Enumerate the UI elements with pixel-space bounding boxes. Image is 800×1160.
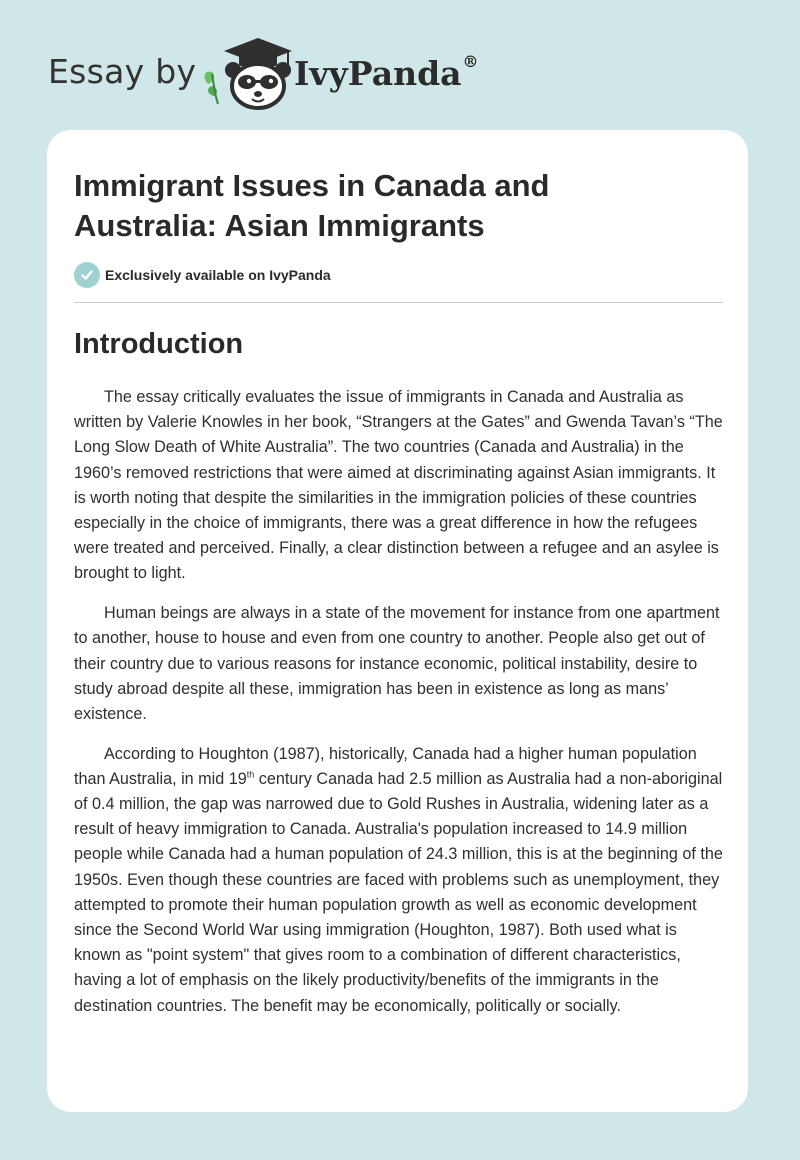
essay-card: [47, 130, 748, 1112]
brand-name[interactable]: [294, 54, 479, 93]
panda-graduate-icon[interactable]: [200, 34, 296, 110]
check-circle-icon: [74, 262, 100, 288]
exclusive-label: Exclusively available on IvyPanda: [105, 267, 331, 283]
section-heading-introduction: Introduction: [74, 328, 244, 360]
essay-body: [74, 385, 724, 1033]
ordinal-suffix: th: [246, 769, 255, 780]
brand-name-text: IvyPanda: [294, 54, 462, 93]
exclusive-badge: [74, 262, 331, 288]
paragraph-3-rest: century Canada had 2.5 million as Australia had a non-aboriginal of 0.4 million, the gap was narrowed due to Gold Rushes in Australia, widening later as a result of heavy immigration to Canada. Australia's population increased to 14.9 million people while Canada had a human population of 24.3 million, this is at the beginning of the 1950s. Even though these countries are faced with problems such as unemployment, they attempted to promote their human population growth as well as economic development since the Second World War using immigration (Houghton, 1987). Both used what is known as "point system" that gives room to a combination of different characteristics, having a lot of emphasis on the likely productivity/benefits of the immigrants in the destination countries. The benefit may be economically, politically or socially.: [74, 769, 723, 1015]
page-title: Immigrant Issues in Canada and Australia: Asian Immigrants: [74, 168, 550, 243]
paragraph-3-start: According to Houghton (1987), historically, Canada had a higher human population than Australia, in mid 19: [74, 744, 697, 788]
brand-prefix: Essay by: [48, 52, 197, 91]
paragraph-3: [74, 742, 724, 1019]
brand-header: [48, 34, 488, 110]
paragraph-2: Human beings are always in a state of the movement for instance from one apartment to another, house to house and even from one country to another. People also get out of their country due to various reasons for instance economic, political instability, desire to study abroad despite all these, immigration has been in existence as long as mans’ existence.: [74, 604, 720, 723]
divider: [74, 302, 723, 303]
paragraph-1: The essay critically evaluates the issue of immigrants in Canada and Australia as written by Valerie Knowles in her book, “Strangers at the Gates” and Gwenda Tavan’s “The Long Slow Death of White Australia”. The two countries (Canada and Australia) in the 1960’s removed restrictions that were aimed at discriminating against Asian immigrants. It is worth noting that despite the similarities in the immigration policies of these countries especially in the choice of immigrants, there was a great difference in how the refugees were treated and perceived. Finally, a clear distinction between a refugee and an asylee is brought to light.: [74, 388, 723, 583]
registered-mark: ®: [462, 52, 479, 71]
